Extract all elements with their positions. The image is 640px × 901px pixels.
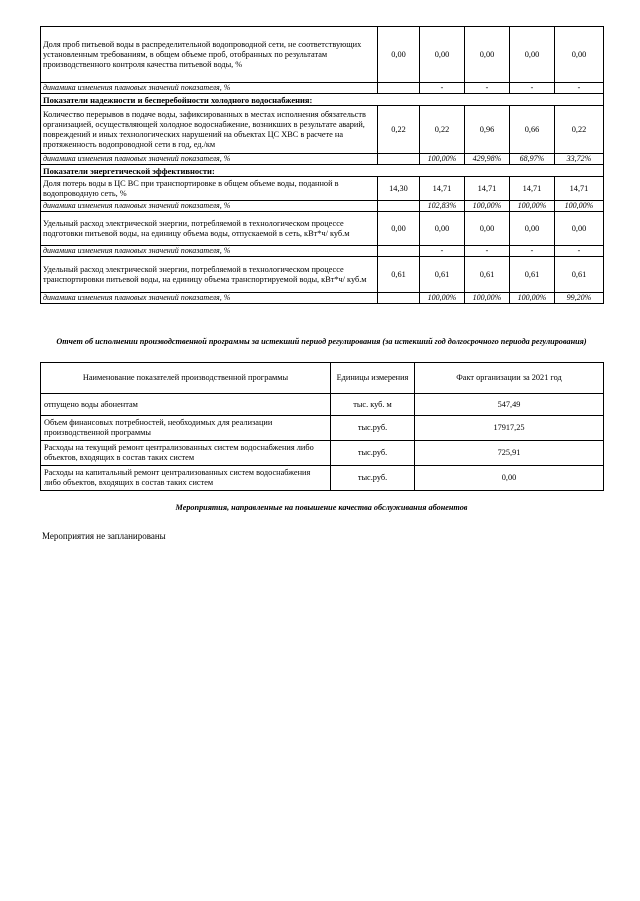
indicator-value: 0,00	[555, 212, 604, 246]
dynamics-row	[41, 83, 604, 94]
indicator-name: Количество перерывов в подаче воды, зафиксированных в местах исполнения обязательств организацией, осуществляющей холодное водоснабжение, возникших в результате аварий, повреждений и иных технологических нарушений на объектах ЦС ХВС в расчете на протяженность водопроводной сети в год, ед./км	[41, 106, 378, 154]
report-row-unit: тыс. куб. м	[331, 394, 415, 416]
indicator-value: 0,96	[465, 106, 510, 154]
dynamics-value: 100,00%	[510, 201, 555, 212]
report-row-name: Расходы на капитальный ремонт централизованных систем водоснабжения либо объектов, входящих в состав таких систем	[41, 466, 331, 491]
dynamics-value	[378, 83, 420, 94]
indicator-value: 0,66	[510, 106, 555, 154]
section-row	[41, 165, 604, 177]
dynamics-value: 100,00%	[420, 293, 465, 304]
indicator-name: Доля потерь воды в ЦС ВС при транспортировке в общем объеме воды, поданной в водопроводную сеть, %	[41, 177, 378, 201]
report-row-value: 725,91	[415, 441, 604, 466]
indicator-value: 0,00	[465, 212, 510, 246]
report-table	[40, 362, 604, 491]
dynamics-label: динамика изменения плановых значений показателя, %	[41, 201, 378, 212]
indicators-table	[40, 26, 604, 304]
indicator-value: 0,00	[378, 27, 420, 83]
indicator-value: 14,71	[555, 177, 604, 201]
indicator-value: 0,61	[378, 257, 420, 293]
dynamics-label: динамика изменения плановых значений показателя, %	[41, 154, 378, 165]
indicator-value: 14,30	[378, 177, 420, 201]
dynamics-value	[378, 154, 420, 165]
dynamics-value: 33,72%	[555, 154, 604, 165]
indicator-name: Доля проб питьевой воды в распределительной водопроводной сети, не соответствующих установленным требованиям, в общем объеме проб, отобранных по результатам производственного контроля качества питьевой воды, %	[41, 27, 378, 83]
dynamics-value: 100,00%	[465, 293, 510, 304]
indicator-value: 0,61	[510, 257, 555, 293]
dynamics-value: -	[555, 246, 604, 257]
indicator-value: 0,00	[465, 27, 510, 83]
report-header-unit: Единицы измерения	[331, 363, 415, 394]
dynamics-row	[41, 154, 604, 165]
report-row-name: Расходы на текущий ремонт централизованных систем водоснабжения либо объектов, входящих в состав таких систем	[41, 441, 331, 466]
report-row	[41, 441, 604, 466]
indicator-value: 0,00	[555, 27, 604, 83]
dynamics-label: динамика изменения плановых значений показателя, %	[41, 293, 378, 304]
report-row-unit: тыс.руб.	[331, 441, 415, 466]
dynamics-value: 100,00%	[465, 201, 510, 212]
indicator-value: 0,22	[378, 106, 420, 154]
dynamics-value: -	[510, 83, 555, 94]
report-row-name: Объем финансовых потребностей, необходимых для реализации производственной программы	[41, 416, 331, 441]
dynamics-value: 100,00%	[420, 154, 465, 165]
dynamics-value: -	[555, 83, 604, 94]
dynamics-row	[41, 246, 604, 257]
dynamics-label: динамика изменения плановых значений показателя, %	[41, 246, 378, 257]
indicator-value: 0,00	[510, 212, 555, 246]
dynamics-value: -	[465, 83, 510, 94]
dynamics-value: -	[510, 246, 555, 257]
indicator-name: Удельный расход электрической энергии, потребляемой в технологическом процессе подготовки питьевой воды, на единицу объема воды, отпускаемой в сеть, кВт*ч/ куб.м	[41, 212, 378, 246]
report-row	[41, 466, 604, 491]
indicator-value: 0,00	[510, 27, 555, 83]
dynamics-value: -	[420, 246, 465, 257]
indicator-value: 0,22	[420, 106, 465, 154]
dynamics-value: 102,83%	[420, 201, 465, 212]
indicator-row	[41, 106, 604, 154]
indicator-value: 0,00	[420, 27, 465, 83]
indicator-value: 0,61	[465, 257, 510, 293]
indicator-value: 0,61	[420, 257, 465, 293]
indicator-value: 0,61	[555, 257, 604, 293]
report-row-value: 17917,25	[415, 416, 604, 441]
dynamics-value	[378, 293, 420, 304]
report-header-value: Факт организации за 2021 год	[415, 363, 604, 394]
dynamics-value: 99,20%	[555, 293, 604, 304]
indicator-value: 0,00	[378, 212, 420, 246]
dynamics-value	[378, 246, 420, 257]
report-row-unit: тыс.руб.	[331, 466, 415, 491]
report-row-unit: тыс.руб.	[331, 416, 415, 441]
section-title: Показатели надежности и бесперебойности холодного водоснабжения:	[41, 94, 604, 106]
indicator-value: 0,22	[555, 106, 604, 154]
report-header-name: Наименование показателей производственной программы	[41, 363, 331, 394]
dynamics-value	[378, 201, 420, 212]
measures-title: Мероприятия, направленные на повышение качества обслуживания абонентов	[175, 503, 468, 512]
dynamics-value: 68,97%	[510, 154, 555, 165]
dynamics-value: -	[420, 83, 465, 94]
section-title: Показатели энергетической эффективности:	[41, 165, 604, 177]
indicator-value: 14,71	[510, 177, 555, 201]
report-row	[41, 394, 604, 416]
dynamics-row	[41, 293, 604, 304]
dynamics-value: 100,00%	[510, 293, 555, 304]
section-row	[41, 94, 604, 106]
dynamics-row	[41, 201, 604, 212]
indicator-row	[41, 177, 604, 201]
report-title: Отчет об исполнении производственной программы за истекший период регулирования (за истекший год долгосрочного периода регулирования)	[56, 337, 587, 346]
indicator-value: 0,00	[420, 212, 465, 246]
dynamics-label: динамика изменения плановых значений показателя, %	[41, 83, 378, 94]
dynamics-value: 429,98%	[465, 154, 510, 165]
dynamics-value: -	[465, 246, 510, 257]
indicator-name: Удельный расход электрической энергии, потребляемой в технологическом процессе транспортировки питьевой воды, на единицу объема транспортируемой воды, кВт*ч/ куб.м	[41, 257, 378, 293]
indicator-value: 14,71	[420, 177, 465, 201]
indicator-value: 14,71	[465, 177, 510, 201]
dynamics-value: 100,00%	[555, 201, 604, 212]
report-row-value: 547,49	[415, 394, 604, 416]
measures-text: Мероприятия не запланированы	[42, 531, 166, 541]
indicator-row	[41, 27, 604, 83]
report-row	[41, 416, 604, 441]
indicator-row	[41, 257, 604, 293]
report-row-name: отпущено воды абонентам	[41, 394, 331, 416]
indicator-row	[41, 212, 604, 246]
report-row-value: 0,00	[415, 466, 604, 491]
